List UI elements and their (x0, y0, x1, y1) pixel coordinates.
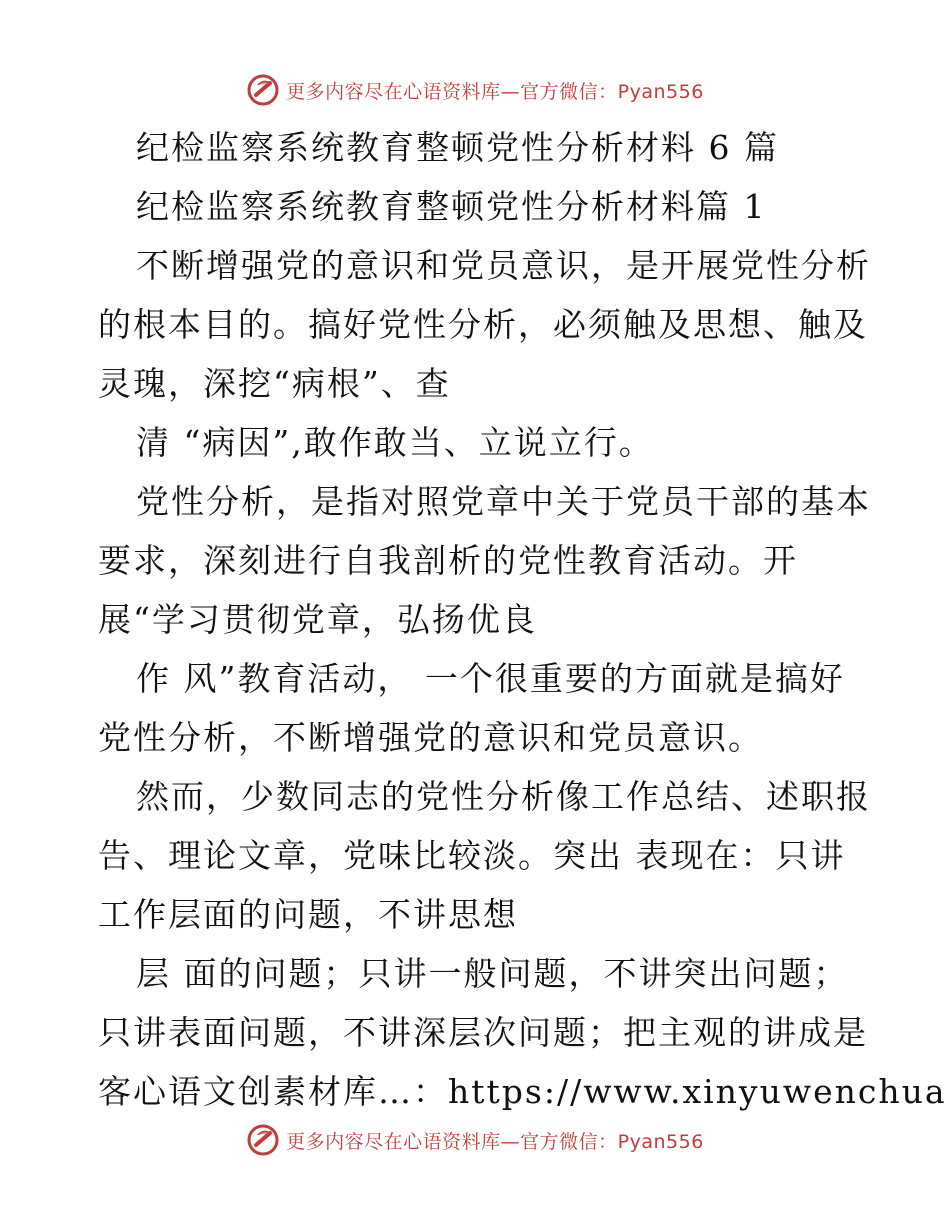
document-text-line: 党性分析，不断增强党的意识和党员意识。 (98, 718, 763, 757)
banner-text: 更多内容尽在心语资料库—官方微信：Pyan556 (286, 1130, 704, 1153)
document-text-line: 然而，少数同志的党性分析像工作总结、述职报 (136, 777, 871, 816)
document-text-line: 的根本目的。搞好党性分析，必须触及思想、触及 (98, 305, 868, 344)
document-text-line: 只讲表面问题，不讲深层次问题；把主观的讲成是 (98, 1013, 868, 1052)
logo-icon (246, 1123, 280, 1157)
footer-banner (0, 1120, 950, 1160)
document-text-line: 不断增强党的意识和党员意识，是开展党性分析 (136, 246, 871, 285)
document-text-line: 层 面的问题；只讲一般问题，不讲突出问题； (136, 954, 849, 993)
document-text-line: 工作层面的问题，不讲思想 (98, 895, 518, 934)
document-text-line: 作 风”教育活动， 一个很重要的方面就是搞好 (136, 659, 845, 698)
document-text-line: 告、理论文章，党味比较淡。突出 表现在：只讲 (98, 836, 846, 875)
document-text-line: 要求，深刻进行自我剖析的党性教育活动。开 (98, 541, 798, 580)
document-text-line: 党性分析，是指对照党章中关于党员干部的基本 (136, 482, 871, 521)
document-text-line: 客心语文创素材库…：https://www.xinyuwenchua (98, 1072, 947, 1111)
logo-icon (246, 73, 280, 107)
document-body (98, 118, 947, 1121)
banner-text: 更多内容尽在心语资料库—官方微信：Pyan556 (286, 80, 704, 103)
document-text-line: 展“学习贯彻党章，弘扬优良 (98, 600, 537, 639)
document-heading-line: 纪检监察系统教育整顿党性分析材料 6 篇 (136, 128, 779, 167)
document-heading-line: 纪检监察系统教育整顿党性分析材料篇 1 (136, 187, 767, 226)
document-text-line: 清 “病因”,敢作敢当、立说立行。 (136, 423, 654, 462)
header-banner (0, 70, 950, 110)
document-text-line: 灵瑰，深挖“病根”、查 (98, 364, 451, 403)
